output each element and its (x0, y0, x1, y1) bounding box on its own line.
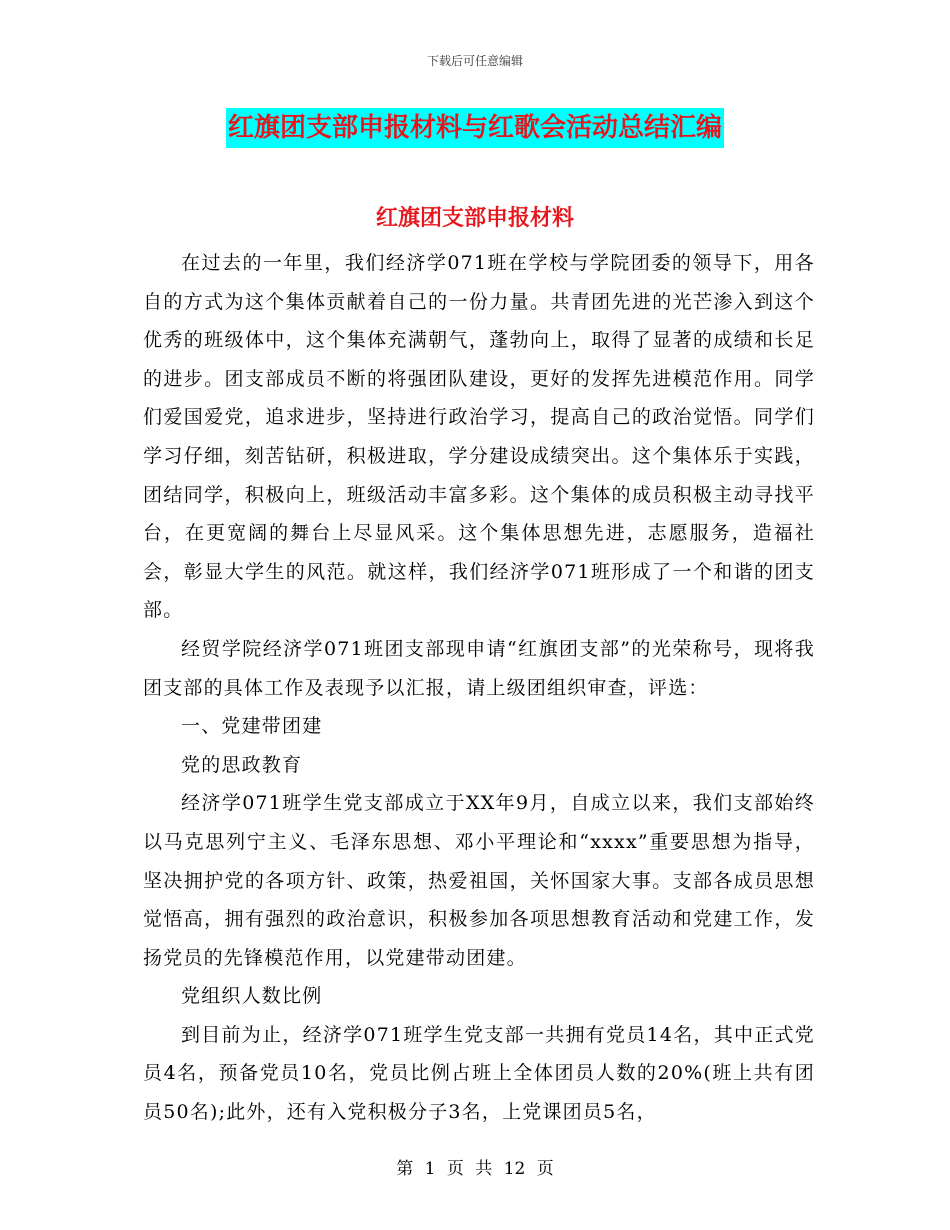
main-title-container (0, 108, 950, 148)
paragraph-political-education: 经济学071班学生党支部成立于XX年9月，自成立以来，我们支部始终以马克思列宁主义、毛泽东思想、邓小平理论和“xxxx”重要思想为指导，坚决拥护党的各项方针、政策，热爱祖国，关怀国家大事。支部各成员思想觉悟高，拥有强烈的政治意识，积极参加各项思想教育活动和党建工作，发扬党员的先锋模范作用，以党建带动团建。 (143, 792, 815, 969)
heading-party-building: 一、党建带团建 (181, 715, 323, 738)
subheading-member-ratio: 党组织人数比例 (181, 985, 323, 1008)
paragraph-application: 经贸学院经济学071班团支部现申请“红旗团支部”的光荣称号，现将我团支部的具体工作及表现予以汇报，请上级团组织审查，评选： (143, 637, 815, 699)
section-title: 红旗团支部申报材料 (375, 205, 574, 231)
document-main-title: 红旗团支部申报材料与红歌会活动总结汇编 (226, 108, 724, 148)
paragraph-member-ratio: 到目前为止，经济学071班学生党支部一共拥有党员14名，其中正式党员4名，预备党员10名，党员比例占班上全体团员人数的20%(班上共有团员50名);此外，还有入党积极分子3名，上党课团员5名， (143, 1023, 815, 1124)
subheading-political-education: 党的思政教育 (181, 753, 303, 776)
page-header-note: 下载后可任意编辑 (426, 54, 523, 68)
paragraph-intro: 在过去的一年里，我们经济学071班在学校与学院团委的领导下，用各自的方式为这个集体贡献着自己的一份力量。共青团先进的光芒渗入到这个优秀的班级体中，这个集体充满朝气，蓬勃向上，取得了显著的成绩和长足的进步。团支部成员不断的将强团队建设，更好的发挥先进模范作用。同学们爱国爱党，追求进步，坚持进行政治学习，提高自己的政治觉悟。同学们学习仔细，刻苦钻研，积极进取，学分建设成绩突出。这个集体乐于实践，团结同学，积极向上，班级活动丰富多彩。这个集体的成员积极主动寻找平台，在更宽阔的舞台上尽显风采。这个集体思想先进，志愿服务，造福社会，彰显大学生的风范。就这样，我们经济学071班形成了一个和谐的团支部。 (143, 252, 815, 622)
page-number-footer: 第 1 页 共 12 页 (396, 1159, 554, 1179)
document-body (143, 244, 815, 1132)
